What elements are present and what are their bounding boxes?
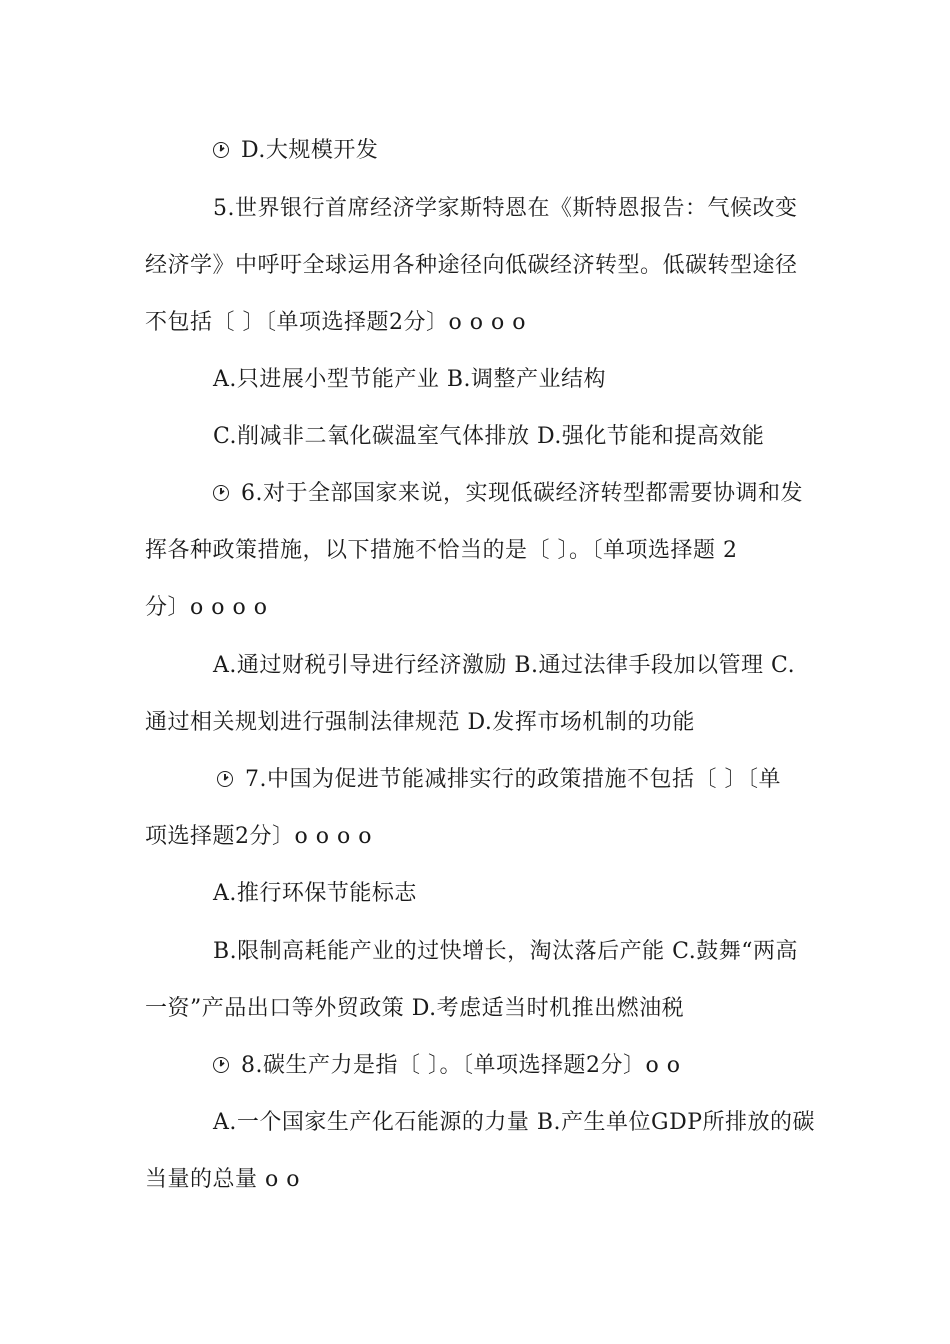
text-line: A.通过财税引导进行经济激励 B.通过法律手段加以管理 C. [213,653,796,678]
option-line [213,136,378,166]
text-line: 挥各种政策措施，以下措施不恰当的是〔 〕。〔单项选择题 2 [145,538,738,563]
question-8-options [145,1165,300,1195]
text-line: C.削减非二氧化碳温室气体排放 D.强化节能和提高效能 [213,424,765,449]
question-6-options [145,708,695,738]
question-7-options [213,937,798,967]
clock-icon [213,142,229,158]
question-5-text [213,194,798,224]
text-line: A.推行环保节能标志 [213,881,417,906]
text-line: 当量的总量 o o [145,1167,300,1192]
text-line: A.只进展小型节能产业 B.调整产业结构 [213,367,607,392]
question-6-options [213,651,795,681]
question-5-options [213,365,606,395]
question-7-options [213,879,417,909]
question-8-options [213,1108,815,1138]
text-line: 不包括〔 〕〔单项选择题2分〕o o o o [145,310,526,335]
text-line: D.大规模开发 [241,138,379,163]
question-6-text [145,593,267,623]
text-line: 分〕o o o o [145,595,268,620]
question-5-options [213,422,764,452]
text-line: B.限制高耗能产业的过快增长，淘汰落后产能 C.鼓舞“两高 [213,939,798,964]
text-line: 7.中国为促进节能减排实行的政策措施不包括〔 〕〔单 [245,767,781,792]
text-line: 通过相关规划进行强制法律规范 D.发挥市场机制的功能 [145,710,695,735]
clock-icon [213,1057,229,1073]
question-5-text [145,251,798,281]
text-line: 经济学》中呼吁全球运用各种途径向低碳经济转型。低碳转型途径 [145,253,798,278]
text-line: 8.碳生产力是指〔 〕。〔单项选择题2分〕o o [241,1053,681,1078]
question-7-options [145,994,684,1024]
text-line: 5.世界银行首席经济学家斯特恩在《斯特恩报告：气候改变 [213,196,798,221]
text-line: 一资”产品出口等外贸政策 D.考虑适当时机推出燃油税 [145,996,685,1021]
text-line: 项选择题2分〕o o o o [145,824,372,849]
text-line: A.一个国家生产化石能源的力量 B.产生单位GDP所排放的碳 [213,1110,816,1135]
question-6-text [213,479,803,509]
question-7-text [217,765,781,795]
text-line: 6.对于全部国家来说，实现低碳经济转型都需要协调和发 [241,481,803,506]
clock-icon [213,485,229,501]
clock-icon [217,771,233,787]
question-7-text [145,822,372,852]
question-6-text [145,536,738,566]
question-5-text [145,308,526,338]
question-8-text [213,1051,680,1081]
